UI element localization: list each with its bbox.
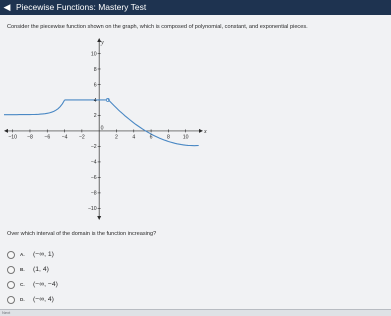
- option-letter: B.: [20, 267, 25, 272]
- x-tick-label: 10: [182, 134, 189, 141]
- x-axis-arrow-left: [4, 129, 8, 133]
- interval-question: Over which interval of the domain is the function increasing?: [7, 231, 157, 237]
- option-value: (−∞, 4): [33, 296, 54, 303]
- x-tick-label: 2: [115, 134, 118, 141]
- option-value: (1, 4): [33, 266, 49, 273]
- radio-button[interactable]: [7, 296, 15, 304]
- y-axis-label: y: [101, 40, 104, 46]
- y-axis-arrow-down: [97, 216, 101, 220]
- x-tick-label: −6: [44, 134, 51, 141]
- radio-button[interactable]: [7, 266, 15, 274]
- exponential-piece: [4, 100, 65, 115]
- page-title: Piecewise Functions: Mastery Test: [16, 2, 147, 12]
- option-value: (−∞, 1): [33, 251, 54, 258]
- y-tick-label: 10: [90, 51, 97, 58]
- y-tick-label: −6: [90, 175, 97, 182]
- option-letter: A.: [20, 252, 25, 257]
- option-letter: C.: [20, 282, 25, 287]
- y-tick-label: −10: [87, 206, 97, 213]
- x-tick-label: −4: [61, 134, 68, 141]
- x-tick-label: −10: [8, 134, 18, 141]
- radio-button[interactable]: [7, 251, 15, 259]
- axis-labels: [8, 40, 207, 212]
- radio-button[interactable]: [7, 281, 15, 289]
- origin-label: 0: [100, 125, 104, 132]
- x-tick-label: 8: [166, 134, 170, 141]
- y-tick-label: 4: [93, 97, 97, 104]
- title-bar: [0, 0, 391, 15]
- footer-bar: [0, 310, 391, 316]
- x-tick-label: 6: [149, 134, 153, 141]
- question-prompt: Consider the piecewise function shown on the graph, which is composed of polynomial, constant, and exponential pieces.: [7, 24, 308, 30]
- x-axis-label: x: [204, 128, 207, 135]
- option-value: (−∞, −4): [33, 281, 58, 288]
- x-tick-label: −2: [78, 134, 85, 141]
- y-tick-label: −2: [90, 144, 97, 151]
- function-graph: [4, 38, 207, 220]
- y-tick-label: −4: [90, 159, 97, 166]
- option-letter: D.: [20, 297, 25, 302]
- x-axis-arrow: [199, 129, 203, 133]
- next-link[interactable]: Next: [2, 310, 11, 315]
- y-tick-label: 8: [93, 66, 97, 73]
- y-tick-label: 2: [93, 113, 97, 120]
- x-tick-label: −8: [26, 134, 33, 141]
- y-tick-label: −8: [90, 190, 97, 197]
- y-tick-label: 6: [93, 82, 97, 89]
- back-icon[interactable]: ◀: [3, 2, 11, 12]
- x-tick-label: 4: [132, 134, 136, 141]
